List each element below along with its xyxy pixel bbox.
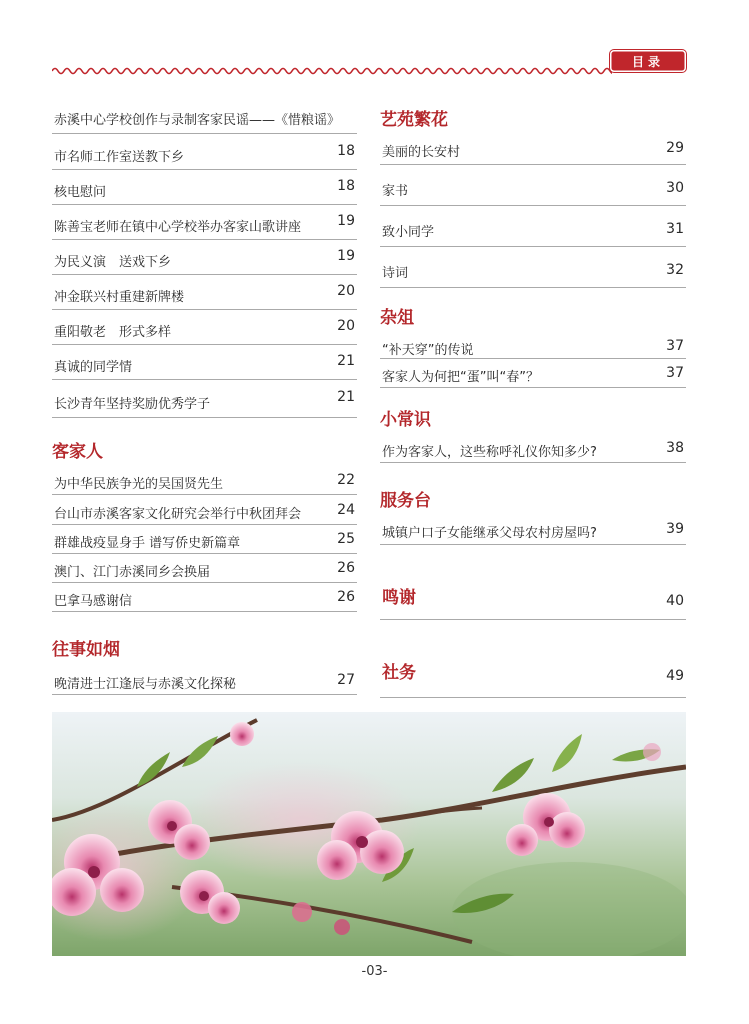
section-title-mingxie: 鸣谢 xyxy=(382,588,416,608)
toc-entry-page: 29 xyxy=(666,140,684,156)
toc-entry-page: 49 xyxy=(666,668,684,684)
toc-entry-page: 19 xyxy=(337,213,355,229)
toc-entry-page: 30 xyxy=(666,180,684,196)
toc-entry[interactable] xyxy=(52,240,357,275)
toc-entry[interactable] xyxy=(52,205,357,240)
toc-entry-page: 26 xyxy=(337,560,355,576)
toc-entry-title: 家书 xyxy=(382,184,409,199)
toc-entry-page: 25 xyxy=(337,531,355,547)
toc-entry-page: 32 xyxy=(666,262,684,278)
toc-entry-page: 38 xyxy=(666,440,684,456)
peach-blossom-photo xyxy=(52,712,686,956)
toc-entry-page: 21 xyxy=(337,353,355,369)
toc-entry[interactable] xyxy=(380,165,686,206)
toc-entry-title: “补天穿”的传说 xyxy=(382,343,474,358)
toc-entry-page: 39 xyxy=(666,521,684,537)
section-title-xiaochangshi: 小常识 xyxy=(380,410,431,430)
section-title-kejiaren: 客家人 xyxy=(52,442,103,462)
toc-entry-page: 37 xyxy=(666,365,684,381)
toc-left-column xyxy=(52,102,357,695)
section-title-shewu: 社务 xyxy=(382,663,416,683)
toc-entry-title: 核电慰问 xyxy=(54,185,107,200)
section-title-wangshi: 往事如烟 xyxy=(52,640,120,660)
toc-entry-title: 晚清进士江逢辰与赤溪文化探秘 xyxy=(54,677,237,692)
toc-entry[interactable] xyxy=(52,310,357,345)
toc-entry[interactable] xyxy=(380,247,686,288)
toc-entry-title: 美丽的长安村 xyxy=(382,145,461,160)
toc-badge-label: 目录 xyxy=(631,54,664,69)
toc-entry-shewu[interactable] xyxy=(380,662,686,698)
toc-entry-title: 长沙青年坚持奖励优秀学子 xyxy=(54,397,211,412)
toc-entry[interactable] xyxy=(52,102,357,134)
toc-entry-mingxie[interactable] xyxy=(380,587,686,620)
toc-entry[interactable] xyxy=(52,554,357,583)
toc-entry[interactable] xyxy=(380,515,686,545)
toc-entry-page: 26 xyxy=(337,589,355,605)
toc-entry[interactable] xyxy=(52,495,357,525)
toc-entry-page: 37 xyxy=(666,338,684,354)
toc-entry[interactable] xyxy=(52,583,357,612)
toc-entry-title: 为中华民族争光的吴国贤先生 xyxy=(54,477,224,492)
toc-entry[interactable] xyxy=(380,134,686,165)
toc-entry-title: 市名师工作室送教下乡 xyxy=(54,150,185,165)
section-title-zazu: 杂俎 xyxy=(380,308,414,328)
toc-entry-page: 19 xyxy=(337,248,355,264)
toc-entry-page: 27 xyxy=(337,672,355,688)
toc-entry-page: 18 xyxy=(337,143,355,159)
toc-entry-page: 24 xyxy=(337,502,355,518)
toc-badge xyxy=(610,50,686,72)
toc-entry[interactable] xyxy=(52,380,357,418)
toc-entry-title: 陈善宝老师在镇中心学校举办客家山歌讲座 xyxy=(54,220,302,235)
toc-entry-title: 客家人为何把“蛋”叫“春”？ xyxy=(382,370,539,385)
toc-entry-page: 20 xyxy=(337,283,355,299)
header-wave-divider xyxy=(52,64,612,78)
toc-entry-title: 冲金联兴村重建新牌楼 xyxy=(54,290,185,305)
toc-entry-page: 18 xyxy=(337,178,355,194)
toc-entry-title: 巴拿马感谢信 xyxy=(54,594,133,609)
toc-right-column xyxy=(380,102,686,698)
toc-entry[interactable] xyxy=(380,434,686,463)
toc-entry[interactable] xyxy=(52,466,357,495)
toc-entry-title: 为民义演 送戏下乡 xyxy=(54,255,172,270)
toc-entry[interactable] xyxy=(380,206,686,247)
toc-entry-title: 致小同学 xyxy=(382,225,435,240)
toc-entry[interactable] xyxy=(52,275,357,310)
page-number: -03- xyxy=(361,964,388,979)
toc-entry-title: 赤溪中心学校创作与录制客家民谣——《惜粮谣》 xyxy=(54,113,341,128)
section-title-yiyuan: 艺苑繁花 xyxy=(380,110,448,130)
toc-entry-title: 台山市赤溪客家文化研究会举行中秋团拜会 xyxy=(54,507,302,522)
toc-entry[interactable] xyxy=(52,170,357,205)
toc-entry-title: 澳门、江门赤溪同乡会换届 xyxy=(54,565,211,580)
toc-entry-title: 重阳敬老 形式多样 xyxy=(54,325,172,340)
section-title-fuwutai: 服务台 xyxy=(380,491,431,511)
toc-entry-title: 诗词 xyxy=(382,266,409,281)
toc-entry[interactable] xyxy=(380,359,686,388)
toc-entry-title: 作为客家人，这些称呼礼仪你知多少? xyxy=(382,445,597,460)
toc-entry[interactable] xyxy=(52,345,357,380)
toc-entry-title: 群雄战疫显身手 谱写侨史新篇章 xyxy=(54,536,241,551)
toc-entry[interactable] xyxy=(380,332,686,359)
toc-entry-page: 21 xyxy=(337,389,355,405)
toc-entry-page: 20 xyxy=(337,318,355,334)
toc-entry[interactable] xyxy=(52,134,357,170)
toc-entry[interactable] xyxy=(52,525,357,554)
toc-entry-page: 40 xyxy=(666,593,684,609)
toc-entry[interactable] xyxy=(52,664,357,695)
toc-entry-title: 真诚的同学情 xyxy=(54,360,133,375)
toc-entry-title: 城镇户口子女能继承父母农村房屋吗? xyxy=(382,526,597,541)
toc-entry-page: 22 xyxy=(337,472,355,488)
toc-entry-page: 31 xyxy=(666,221,684,237)
